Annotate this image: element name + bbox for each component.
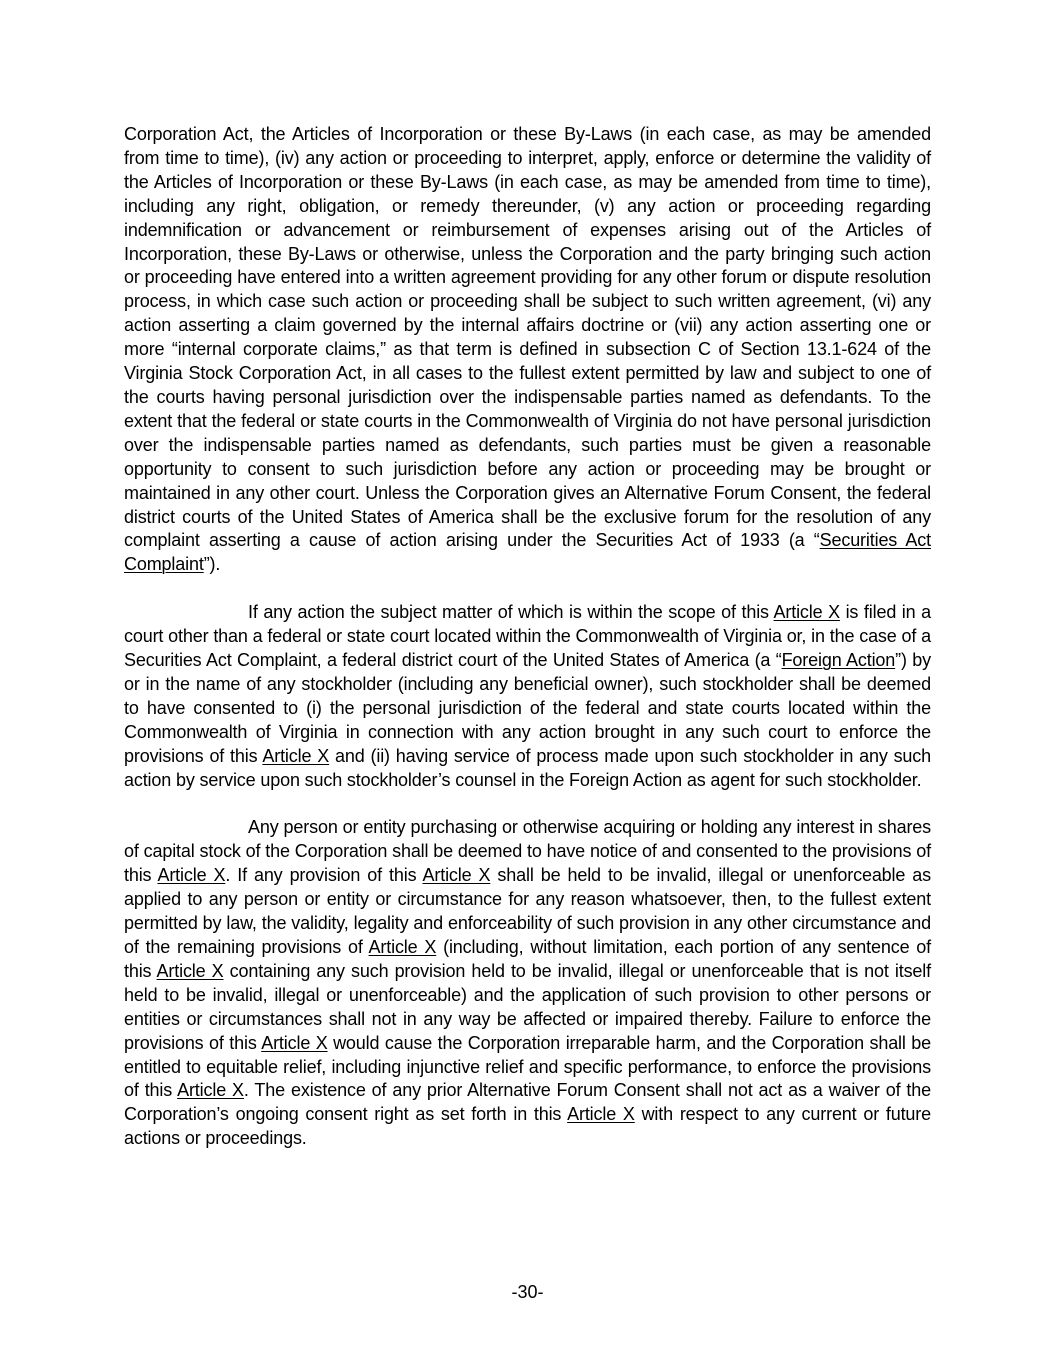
text-run: . If any provision of this (225, 865, 423, 886)
document-body (124, 123, 931, 1151)
paragraph-severability (124, 816, 931, 1151)
text-run: with respect to any current or future actions or proceedings. (124, 1104, 931, 1149)
text-run: is filed in a court other than a federal or state court located within the Commonwealth of Virginia or, in the case of a Securities Act Complaint, a federal district court of the United States of America (a “ (124, 602, 931, 671)
text-run: . The existence of any prior Alternative Forum Consent shall not act as a waiver of the Corporation’s ongoing consent right as set forth in this (124, 1080, 932, 1125)
paragraph-foreign-action (124, 601, 931, 792)
text-run: and (ii) having service of process made upon such stockholder in any such action by service upon such stockholder’s counsel in the Foreign Action as agent for such stockholder. (124, 745, 932, 790)
text-run: containing any such provision held to be invalid, illegal or unenforceable that is not itself held to be invalid, illegal or unenforceable) and the application of such provision to other persons or entities or circumstances shall not in any way be affected or impaired thereby. Failure to enforce the provisions of this (124, 960, 931, 1053)
text-run: Corporation Act, the Articles of Incorporation or these By-Laws (in each case, as may be amended from time to time), (iv) any action or proceeding to interpret, apply, enforce or determine the validity of the Articles of Incorporation or these By-Laws (in each case, as may be amended from time to time), including any right, obligation, or remedy thereunder, (v) any action or proceeding regarding indemnification or advancement or reimbursement of expenses arising out of the Articles of Incorporation, these By-Laws or otherwise, unless the Corporation and the party bringing such action or proceeding have entered into a written agreement providing for any other forum or dispute resolution process, in which case such action or proceeding shall be subject to such written agreement, (vi) any action asserting a claim governed by the internal affairs doctrine or (vii) any action asserting one or more “internal corporate claims,” as that term is defined in subsection C of Section 13.1-624 of the Virginia Stock Corporation Act, in all cases to the fullest extent permitted by law and subject to one of the courts having personal jurisdiction over the indispensable parties named as defendants. To the extent that the federal or state courts in the Commonwealth of Virginia do not have personal jurisdiction over the indispensable parties named as defendants, such parties must be given a reasonable opportunity to consent to such jurisdiction before any action or proceeding may be brought or maintained in any other court. Unless the Corporation gives an Alternative Forum Consent, the federal district courts of the United States of America shall be the exclusive forum for the resolution of any complaint asserting a cause of action arising under the Securities Act of 1933 (a “ (124, 124, 931, 551)
article-x-reference: Article X (567, 1104, 635, 1125)
defined-term-securities-act-complaint: Securities Act Complaint (124, 530, 931, 575)
text-run: If any action the subject matter of which is within the scope of this (248, 602, 774, 623)
text-run: ”). (203, 554, 221, 575)
text-run: ”) by or in the name of any stockholder (including any beneficial owner), such stockholder shall be deemed to have consented to (i) the personal jurisdiction of the federal and state courts located within the Commonwealth of Virginia in connection with any action brought in any such court to enforce the provisions of this (124, 650, 931, 766)
text-run: Any person or entity purchasing or otherwise acquiring or holding any interest in shares of capital stock of the Corporation shall be deemed to have notice of and consented to the provisions of this (124, 817, 931, 886)
article-x-reference: Article X (157, 865, 226, 886)
article-x-reference: Article X (261, 1032, 328, 1053)
text-run: shall be held to be invalid, illegal or unenforceable as applied to any person or entity or circumstance for any reason whatsoever, then, to the fullest extent permitted by law, the validity, legality and enforceability of such provision in any other circumstance and of the remaining provisions of (124, 865, 931, 957)
text-run: (including, without limitation, each portion of any sentence of this (124, 937, 932, 981)
text-run: would cause the Corporation irreparable harm, and the Corporation shall be entitled to equitable relief, including injunctive relief and specific performance, to enforce the provisions of this (124, 1032, 931, 1101)
paragraph-forum-clause (124, 123, 931, 577)
article-x-reference: Article X (156, 960, 224, 981)
article-x-reference: Article X (422, 865, 491, 886)
page-number: -30- (511, 1282, 544, 1302)
article-x-reference: Article X (177, 1080, 244, 1101)
article-x-reference: Article X (368, 937, 437, 957)
article-x-reference: Article X (773, 602, 840, 623)
defined-term-foreign-action: Foreign Action (781, 650, 896, 671)
article-x-reference: Article X (262, 745, 330, 766)
